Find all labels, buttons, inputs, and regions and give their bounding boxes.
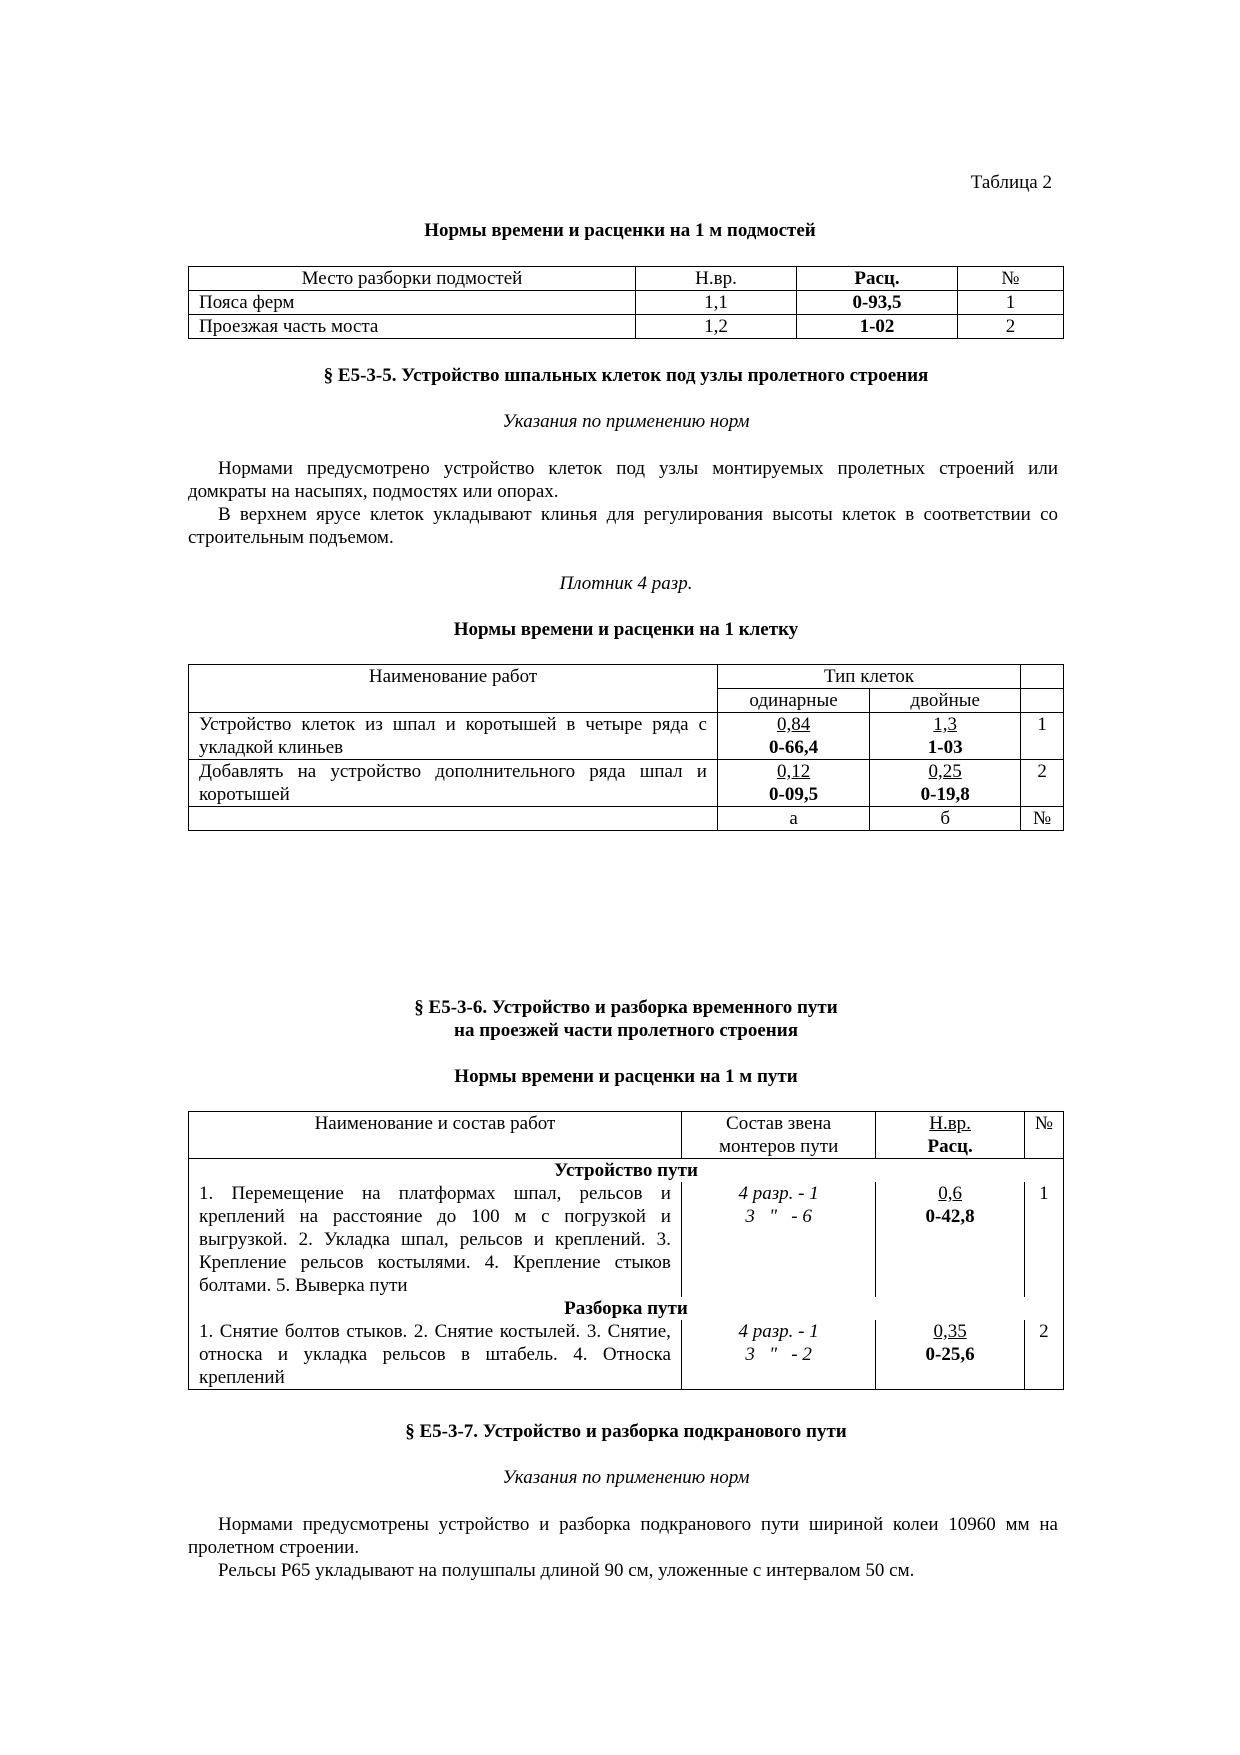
table-cell bbox=[876, 1320, 1025, 1390]
table-cell: Устройство клеток из шпал и коротышей в четыре ряда с укладкой клиньев bbox=[189, 713, 718, 760]
section-subtitle: Указания по применению норм bbox=[502, 1467, 750, 1488]
table-label: Таблица 2 bbox=[970, 172, 1052, 193]
table-header-cell bbox=[1021, 665, 1064, 689]
table-header-cell: Расц. bbox=[797, 267, 958, 291]
table-cell: № bbox=[1021, 807, 1064, 831]
time-header: Н.вр. bbox=[929, 1113, 971, 1134]
table-cell bbox=[681, 1320, 875, 1390]
table-cell bbox=[717, 760, 869, 807]
table-row bbox=[189, 291, 1064, 315]
table-cell: а bbox=[717, 807, 869, 831]
table-header-cell bbox=[876, 1112, 1025, 1159]
table-cell bbox=[876, 1182, 1025, 1297]
time-norm: 0,84 bbox=[776, 714, 811, 735]
table-cell: 2 bbox=[1024, 1320, 1063, 1390]
table-row bbox=[189, 1320, 1064, 1390]
table-cell bbox=[870, 760, 1021, 807]
table-cell: Добавлять на устройство дополнительного ряда шпал и коротышей bbox=[189, 760, 718, 807]
section-text bbox=[188, 457, 1058, 549]
table-title: Нормы времени и расценки на 1 клетку bbox=[453, 619, 799, 640]
table-header-row bbox=[189, 1112, 1064, 1159]
paragraph: Рельсы Р65 укладывают на полушпалы длиной 90 см, уложенные с интервалом 50 см. bbox=[218, 1560, 915, 1581]
section-header: Разборка пути bbox=[189, 1297, 1064, 1320]
table-header-cell: № bbox=[958, 267, 1064, 291]
table-section-row bbox=[189, 1159, 1064, 1183]
table-cell bbox=[870, 713, 1021, 760]
paragraph: Нормами предусмотрено устройство клеток под узлы монтируемых пролетных строений или домкраты на насыпях, подмостях или опорах. bbox=[188, 458, 1058, 502]
table-header-cell bbox=[1021, 689, 1064, 713]
section-header: Устройство пути bbox=[189, 1159, 1064, 1183]
table-cell bbox=[681, 1182, 875, 1297]
crew-line: 4 разр. - 1 bbox=[738, 1321, 819, 1342]
time-norm: 0,25 bbox=[928, 761, 962, 782]
time-norm: 0,12 bbox=[776, 761, 811, 782]
table-cell: 2 bbox=[1021, 760, 1064, 807]
table-cell: 2 bbox=[958, 315, 1064, 339]
table-cell: 1 bbox=[958, 291, 1064, 315]
rate-header: Расц. bbox=[927, 1136, 973, 1157]
table-cell: Проезжая часть моста bbox=[189, 315, 636, 339]
paragraph: В верхнем ярусе клеток укладывают клинья для регулирования высоты клеток в соответствии со строительным подъемом. bbox=[188, 504, 1058, 548]
rate: 0-66,4 bbox=[769, 737, 819, 758]
table-cell: 1,1 bbox=[636, 291, 797, 315]
table-cell bbox=[717, 713, 869, 760]
crew-line: 4 разр. - 1 bbox=[738, 1183, 819, 1204]
section-title: § Е5-3-5. Устройство шпальных клеток под узлы пролетного строения bbox=[323, 365, 929, 386]
table-cell: 1 bbox=[1021, 713, 1064, 760]
cells-table bbox=[188, 664, 1064, 831]
table-header-cell: Тип клеток bbox=[717, 665, 1020, 689]
section-text bbox=[188, 1513, 1058, 1582]
table-cell: Пояса ферм bbox=[189, 291, 636, 315]
crew-header-line1: Состав звена bbox=[726, 1113, 832, 1134]
table-header-cell: Место разборки подмостей bbox=[189, 267, 636, 291]
table-cell bbox=[189, 807, 718, 831]
table-header-cell: двойные bbox=[870, 689, 1021, 713]
rate: 0-09,5 bbox=[769, 784, 819, 805]
table-row bbox=[189, 315, 1064, 339]
section-subtitle: Указания по применению норм bbox=[502, 411, 750, 432]
table-cell: 1. Перемещение на платформах шпал, рельсов и креплений на расстояние до 100 м с погрузкой и выгрузкой. 2. Укладка шпал, рельсов и креплений. 3. Крепление рельсов костылями. 4. Крепление стыков болтами. 5. Выверка пути bbox=[189, 1182, 682, 1297]
crew-header-line2: монтеров пути bbox=[718, 1136, 839, 1157]
table-cell: 1,2 bbox=[636, 315, 797, 339]
table-cell: 1. Снятие болтов стыков. 2. Снятие костылей. 3. Снятие, относка и укладка рельсов в штабель. 4. Относка креплений bbox=[189, 1320, 682, 1390]
table2 bbox=[188, 266, 1064, 339]
crew-line: 3 " - 2 bbox=[745, 1344, 812, 1365]
table-cell: б bbox=[870, 807, 1021, 831]
table-header-cell: Н.вр. bbox=[636, 267, 797, 291]
table-header-cell: Наименование и состав работ bbox=[189, 1112, 682, 1159]
section-title: § Е5-3-7. Устройство и разборка подкранового пути bbox=[405, 1421, 847, 1442]
table-header-row bbox=[189, 267, 1064, 291]
table-header-row bbox=[189, 665, 1064, 689]
table-footer-row bbox=[189, 807, 1064, 831]
rate: 0-19,8 bbox=[920, 784, 970, 805]
table-section-row bbox=[189, 1297, 1064, 1320]
table-header-cell: одинарные bbox=[717, 689, 869, 713]
section-title-line2: на проезжей части пролетного строения bbox=[454, 1020, 798, 1041]
table-row bbox=[189, 1182, 1064, 1297]
table-header-cell: № bbox=[1024, 1112, 1063, 1159]
rate: 0-25,6 bbox=[925, 1344, 975, 1365]
rate: 0-42,8 bbox=[925, 1206, 975, 1227]
time-norm: 1,3 bbox=[933, 714, 958, 735]
time-norm: 0,35 bbox=[933, 1321, 967, 1342]
time-norm: 0,6 bbox=[938, 1183, 962, 1204]
table-cell: 0-93,5 bbox=[797, 291, 958, 315]
table2-title: Нормы времени и расценки на 1 м подмостей bbox=[424, 220, 816, 241]
track-table bbox=[188, 1111, 1064, 1390]
crew-line: 3 " - 6 bbox=[745, 1206, 812, 1227]
table-title: Нормы времени и расценки на 1 м пути bbox=[454, 1066, 798, 1087]
table-cell: 1-02 bbox=[797, 315, 958, 339]
table-row bbox=[189, 713, 1064, 760]
worker-category: Плотник 4 разр. bbox=[559, 573, 693, 594]
table-header-cell bbox=[681, 1112, 875, 1159]
table-header-cell: Наименование работ bbox=[189, 665, 718, 713]
section-title-line1: § Е5-3-6. Устройство и разборка временного пути bbox=[414, 997, 838, 1018]
table-row bbox=[189, 760, 1064, 807]
paragraph: Нормами предусмотрены устройство и разборка подкранового пути шириной колеи 10960 мм на пролетном строении. bbox=[188, 1514, 1058, 1558]
table-cell: 1 bbox=[1024, 1182, 1063, 1297]
rate: 1-03 bbox=[927, 737, 963, 758]
